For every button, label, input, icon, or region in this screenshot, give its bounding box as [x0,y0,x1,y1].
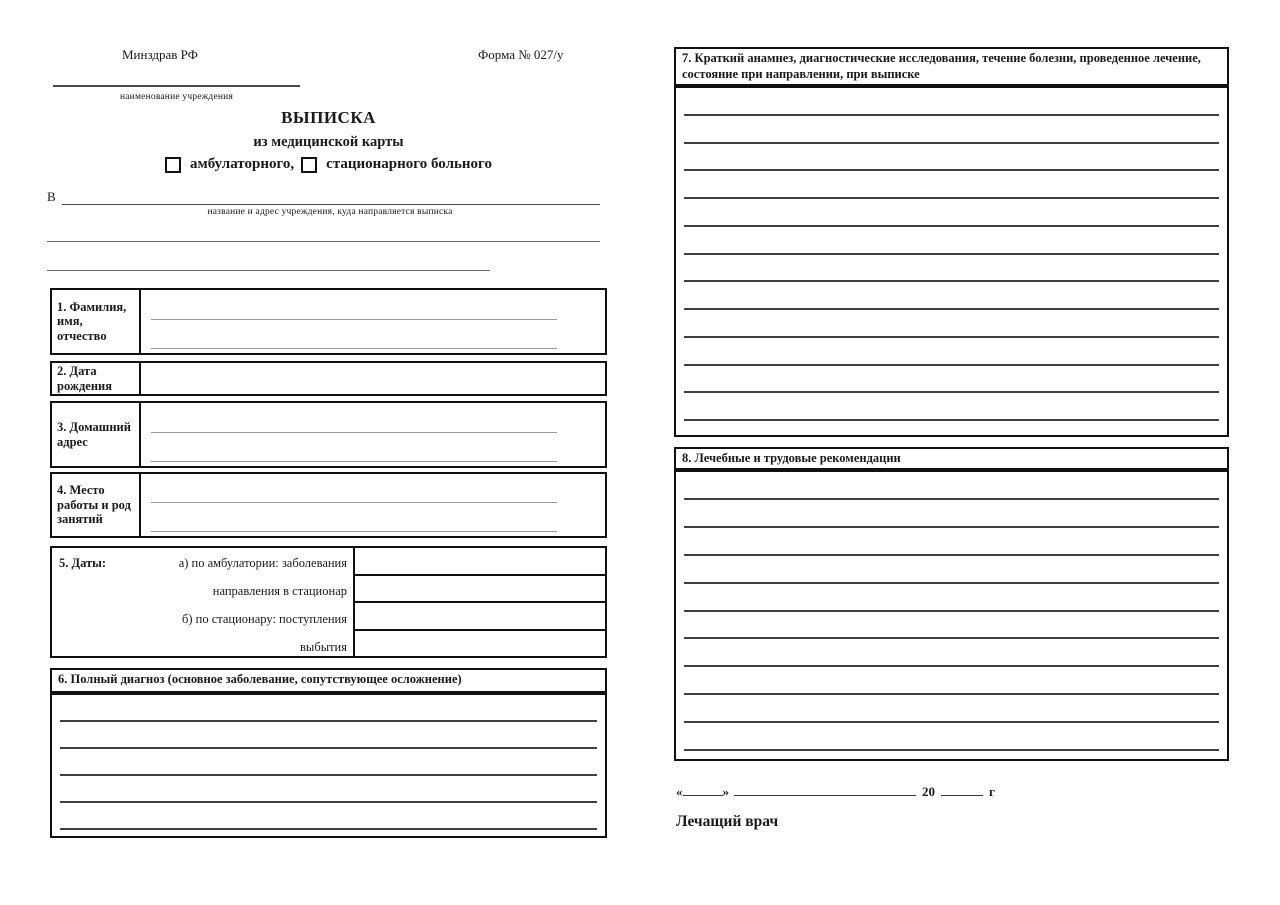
field-row-address [50,401,607,468]
fill-line [684,667,1219,695]
fill-line [684,255,1219,283]
date-cell-illness [355,548,605,576]
month-fill-line [734,783,916,796]
recipient-row [47,189,600,205]
field-row-name [50,288,607,355]
form-subtitle: из медицинской карты [253,134,404,150]
fill-line [684,528,1219,556]
fill-line [151,403,557,433]
fill-line [151,474,557,503]
date-cell-discharge [355,631,605,657]
field-row-birthdate [50,361,607,396]
ruled-area [52,695,605,836]
century-label: 20 [922,784,935,799]
year-fill-line [941,783,983,796]
fill-line [60,749,597,776]
section8-header: 8. Лечебные и трудовые рекомендации [674,447,1229,470]
form-number: Форма № 027/у [478,47,564,62]
fill-line [151,433,557,463]
dates-item-illness: а) по амбулатории: заболевания [178,556,347,570]
patient-type-row [50,156,607,173]
field-value-birthdate [141,363,605,394]
fill-line [60,776,597,803]
field-row-workplace [50,472,607,538]
field-value-name [141,290,605,353]
ministry-label: Минздрав РФ [122,47,198,62]
quote-close: » [722,784,729,799]
dates-label: 5. Даты: [59,556,107,570]
fill-line [684,171,1219,199]
section6-header: 6. Полный диагноз (основное заболевание, сопутствующее осложнение) [50,668,607,693]
fill-line [151,320,557,350]
fill-line [684,144,1219,172]
inpatient-label: стационарного больного [326,156,492,172]
recipient-caption: название и адрес учреждения, куда направляется выписка [207,207,453,217]
field-value-workplace [141,474,605,536]
dates-item-referral: направления в стационар [212,584,347,598]
ruled-area [676,472,1227,759]
fill-line [684,500,1219,528]
ambulatory-checkbox-icon [165,157,181,173]
fill-line [151,503,557,532]
inpatient-checkbox-icon [301,157,317,173]
field-value-address [141,403,605,466]
fill-line [684,393,1219,421]
section6-body [50,693,607,838]
recipient-fill-line [62,189,600,205]
fill-line [684,282,1219,310]
dates-item-discharge: выбытия [300,640,347,654]
field-label-name: 1. Фамилия, имя, отчество [52,290,141,353]
fill-line [684,199,1219,227]
fill-line [684,338,1219,366]
ambulatory-label: амбулаторного, [190,156,295,172]
day-fill-line [683,783,723,796]
fill-line [684,695,1219,723]
form-title: ВЫПИСКА [281,108,376,127]
fill-line [684,366,1219,394]
fill-line [684,556,1219,584]
section7-body [674,86,1229,437]
fill-line [60,722,597,749]
dates-item-admission: б) по стационару: поступления [181,612,347,626]
ruled-area [141,403,605,466]
institution-fill-line [53,70,300,87]
ruled-area [676,88,1227,435]
year-suffix: г [989,784,995,799]
field-label-address: 3. Домашний адрес [52,403,141,466]
fill-line [151,290,557,320]
quote-open: « [676,784,683,799]
date-cell-admission [355,603,605,631]
field-label-birthdate: 2. Дата рождения [52,363,141,394]
fill-line [684,472,1219,500]
ruled-area [141,290,605,353]
attending-doctor-label: Лечащий врач [676,813,779,830]
fill-line [60,695,597,722]
fill-line [47,256,490,271]
fill-line [60,803,597,830]
section8-body [674,470,1229,761]
section7-header: 7. Краткий анамнез, диагностические исследования, течение болезни, проведенное лечение, состояние при направлении, при выписке [674,47,1229,86]
fill-line [684,116,1219,144]
fill-line [684,584,1219,612]
ruled-area [141,474,605,536]
recipient-prefix: В [47,189,56,204]
fill-line [47,227,600,242]
fill-line [684,612,1219,640]
dates-value-cells [353,548,605,656]
dates-section [50,546,607,658]
institution-caption: наименование учреждения [119,92,234,102]
field-label-workplace: 4. Место работы и род занятий [52,474,141,536]
date-cell-referral [355,576,605,604]
fill-line [684,88,1219,116]
fill-line [684,310,1219,338]
fill-line [684,723,1219,751]
fill-line [684,227,1219,255]
date-signature-row [676,783,995,800]
fill-line [684,639,1219,667]
